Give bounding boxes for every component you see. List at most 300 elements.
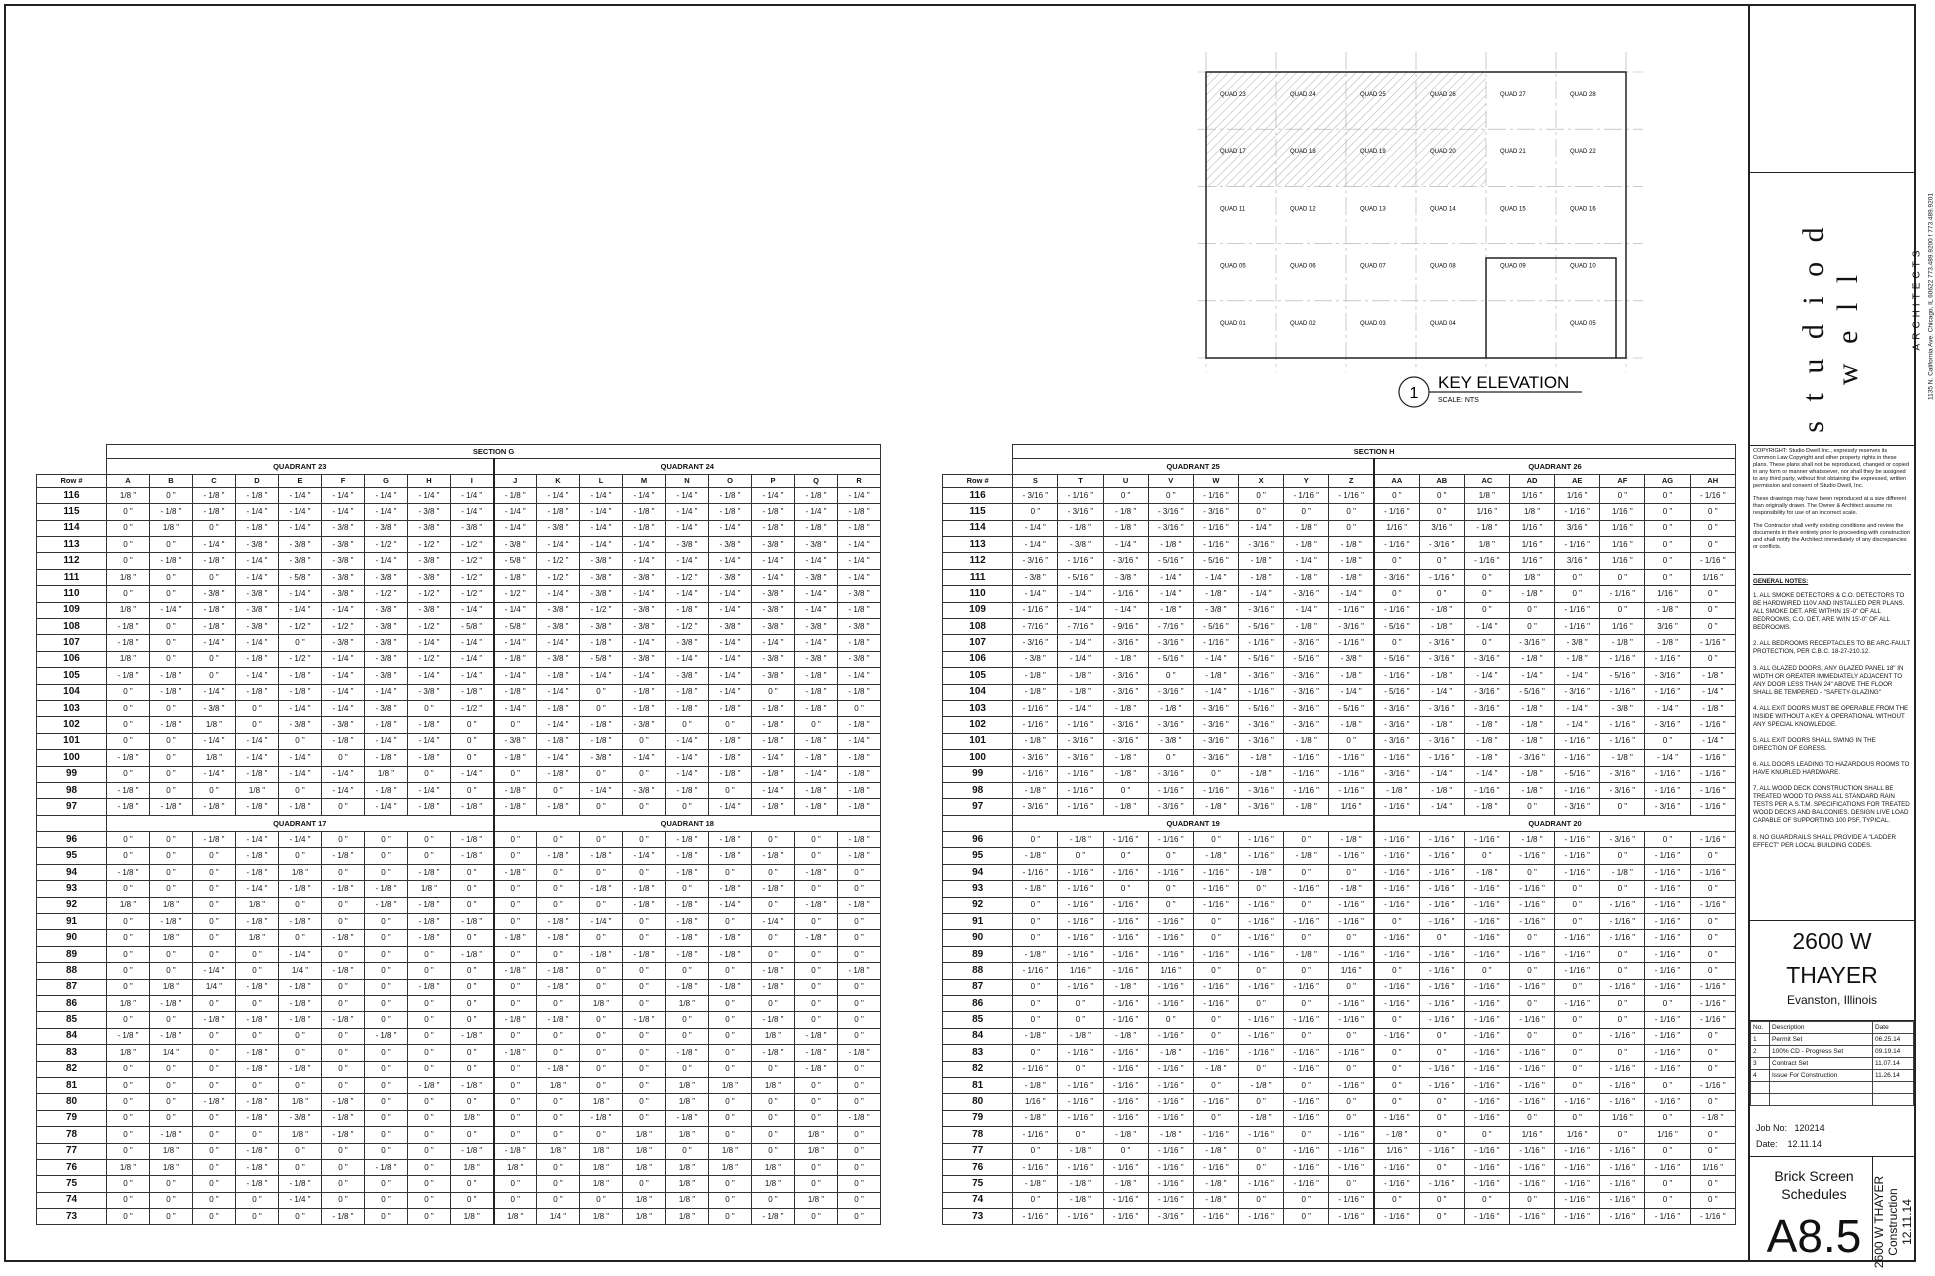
offset-cell: - 3/16 "	[1148, 766, 1193, 782]
offset-cell: 0 "	[623, 1028, 666, 1044]
offset-cell: - 1/16 "	[1058, 1159, 1103, 1175]
offset-cell: - 1/8 "	[494, 963, 537, 979]
offset-cell: - 1/16 "	[1148, 1159, 1193, 1175]
offset-cell: 0 "	[1013, 1045, 1058, 1061]
offset-cell: 0 "	[150, 766, 193, 782]
offset-cell: 0 "	[1419, 1094, 1464, 1110]
offset-cell: 0 "	[451, 963, 494, 979]
offset-cell: - 1/8 "	[1329, 717, 1374, 733]
offset-cell: 0 "	[451, 881, 494, 897]
offset-cell: - 1/8 "	[1013, 1110, 1058, 1126]
offset-cell: 0 "	[107, 848, 150, 864]
offset-cell: - 1/8 "	[322, 1110, 365, 1126]
offset-cell: - 3/16 "	[1193, 700, 1238, 716]
offset-cell: 0 "	[107, 946, 150, 962]
offset-cell: - 3/16 "	[1193, 504, 1238, 520]
table-row	[943, 930, 1736, 946]
offset-cell: - 1/16 "	[1013, 602, 1058, 618]
row-number: 75	[943, 1176, 1013, 1192]
column-header: Y	[1284, 474, 1329, 487]
offset-cell: 0 "	[838, 1159, 881, 1175]
offset-cell: - 3/8 "	[408, 504, 451, 520]
revision-row	[1751, 1094, 1914, 1106]
offset-cell: - 1/4 "	[279, 832, 322, 848]
offset-cell: 0 "	[623, 799, 666, 815]
offset-cell: - 1/8 "	[666, 1110, 709, 1126]
offset-cell: - 1/16 "	[1645, 897, 1690, 913]
offset-cell: 0 "	[1374, 1192, 1419, 1208]
offset-cell: 0 "	[1148, 668, 1193, 684]
offset-cell: - 1/4 "	[666, 766, 709, 782]
offset-cell: - 3/8 "	[365, 668, 408, 684]
offset-cell: - 1/8 "	[838, 832, 881, 848]
offset-cell: 0 "	[709, 1028, 752, 1044]
offset-cell: - 1/8 "	[752, 504, 795, 520]
offset-cell: - 1/8 "	[1464, 864, 1509, 880]
table-row	[943, 914, 1736, 930]
offset-cell: - 1/16 "	[1374, 668, 1419, 684]
issue-date: 12.11.14	[1787, 1139, 1822, 1149]
project-line-1: 2600 W	[1792, 928, 1872, 954]
offset-cell: - 1/16 "	[1193, 635, 1238, 651]
offset-cell: - 1/8 "	[451, 1143, 494, 1159]
offset-cell: - 1/16 "	[1103, 1077, 1148, 1093]
offset-cell: - 1/8 "	[1284, 733, 1329, 749]
offset-cell: 0 "	[1555, 897, 1600, 913]
offset-cell: 1/8 "	[408, 881, 451, 897]
offset-cell: - 1/8 "	[408, 717, 451, 733]
offset-cell: - 1/4 "	[365, 684, 408, 700]
offset-cell: - 1/8 "	[752, 1012, 795, 1028]
offset-cell: - 1/16 "	[1058, 1094, 1103, 1110]
offset-cell: - 1/4 "	[279, 504, 322, 520]
offset-cell: 0 "	[1148, 1012, 1193, 1028]
offset-cell: - 1/8 "	[537, 963, 580, 979]
offset-cell: - 1/16 "	[1464, 1012, 1509, 1028]
offset-cell: 0 "	[1329, 733, 1374, 749]
sheet-title	[1754, 1167, 1874, 1203]
offset-cell: 0 "	[1645, 504, 1690, 520]
offset-cell: - 1/16 "	[1193, 1159, 1238, 1175]
offset-cell: 1/16 "	[1645, 586, 1690, 602]
offset-cell: - 1/8 "	[494, 569, 537, 585]
offset-cell: - 1/16 "	[1193, 487, 1238, 503]
offset-cell: - 3/8 "	[537, 619, 580, 635]
offset-cell: - 1/16 "	[1555, 602, 1600, 618]
revision-cell: 11.26.14	[1873, 1070, 1914, 1082]
offset-cell: 0 "	[1690, 602, 1735, 618]
offset-cell: - 1/2 "	[279, 651, 322, 667]
offset-cell: - 5/16 "	[1058, 569, 1103, 585]
offset-cell: 0 "	[193, 897, 236, 913]
offset-cell: - 3/16 "	[1148, 1209, 1193, 1225]
offset-cell: 0 "	[1374, 586, 1419, 602]
offset-cell: - 1/8 "	[1690, 700, 1735, 716]
offset-cell: 0 "	[322, 1028, 365, 1044]
offset-cell: - 1/16 "	[1148, 1143, 1193, 1159]
offset-cell: - 3/8 "	[365, 651, 408, 667]
offset-cell: 0 "	[1013, 1192, 1058, 1208]
offset-cell: - 1/8 "	[236, 1176, 279, 1192]
offset-cell: - 5/8 "	[494, 619, 537, 635]
offset-cell: 0 "	[279, 1077, 322, 1093]
row-number: 115	[37, 504, 107, 520]
table-row	[37, 684, 881, 700]
offset-cell: 0 "	[408, 946, 451, 962]
offset-cell: 1/4 "	[150, 1045, 193, 1061]
offset-cell: 1/8 "	[150, 897, 193, 913]
row-number: 74	[37, 1192, 107, 1208]
offset-cell: 0 "	[107, 1012, 150, 1028]
table-row	[943, 1012, 1736, 1028]
offset-cell: 0 "	[107, 1110, 150, 1126]
offset-cell: - 1/4 "	[451, 602, 494, 618]
offset-cell: - 1/8 "	[1419, 782, 1464, 798]
offset-cell: - 1/8 "	[795, 1028, 838, 1044]
offset-cell: 1/8 "	[537, 1077, 580, 1093]
offset-cell: 0 "	[279, 782, 322, 798]
offset-cell: 0 "	[537, 1127, 580, 1143]
offset-cell: 0 "	[623, 930, 666, 946]
offset-cell: - 3/16 "	[1374, 733, 1419, 749]
offset-cell: - 1/8 "	[623, 881, 666, 897]
offset-cell: 0 "	[1555, 569, 1600, 585]
offset-cell: - 1/4 "	[365, 799, 408, 815]
table-row	[943, 619, 1736, 635]
offset-cell: 0 "	[1374, 635, 1419, 651]
column-header: W	[1193, 474, 1238, 487]
offset-cell: 0 "	[279, 1045, 322, 1061]
offset-cell: 0 "	[365, 914, 408, 930]
offset-cell: - 1/16 "	[1374, 996, 1419, 1012]
offset-cell: 0 "	[365, 946, 408, 962]
offset-cell: 0 "	[193, 1209, 236, 1225]
offset-cell: - 1/8 "	[537, 930, 580, 946]
offset-cell: - 1/8 "	[1193, 1143, 1238, 1159]
offset-cell: 0 "	[1600, 569, 1645, 585]
offset-cell: - 1/16 "	[1058, 1045, 1103, 1061]
offset-cell: - 3/16 "	[1329, 619, 1374, 635]
offset-cell: 0 "	[279, 848, 322, 864]
offset-cell: - 1/8 "	[795, 487, 838, 503]
offset-cell: - 3/8 "	[365, 569, 408, 585]
offset-cell: - 1/4 "	[1103, 537, 1148, 553]
offset-cell: 0 "	[322, 832, 365, 848]
offset-cell: - 3/8 "	[451, 520, 494, 536]
offset-cell: 0 "	[279, 1028, 322, 1044]
offset-cell: - 5/16 "	[1148, 651, 1193, 667]
row-number: 73	[37, 1209, 107, 1225]
offset-cell: - 1/16 "	[1645, 766, 1690, 782]
offset-cell: - 3/16 "	[1193, 717, 1238, 733]
offset-cell: - 3/16 "	[1555, 799, 1600, 815]
offset-cell: - 1/16 "	[1284, 1094, 1329, 1110]
offset-cell: - 1/8 "	[494, 782, 537, 798]
offset-cell: - 1/16 "	[1284, 979, 1329, 995]
offset-cell: - 1/16 "	[1058, 979, 1103, 995]
offset-cell: 1/8 "	[666, 1209, 709, 1225]
offset-cell: 1/8 "	[709, 1159, 752, 1175]
offset-cell: 0 "	[1645, 996, 1690, 1012]
offset-cell: 0 "	[1555, 1110, 1600, 1126]
offset-cell: 0 "	[1690, 914, 1735, 930]
offset-cell: 0 "	[1058, 1012, 1103, 1028]
quadrant-label: QUAD 02	[1290, 320, 1316, 327]
offset-cell: - 3/16 "	[1058, 750, 1103, 766]
section-header: SECTION G	[107, 445, 881, 459]
table-row	[943, 684, 1736, 700]
offset-cell: - 1/8 "	[666, 864, 709, 880]
offset-cell: 0 "	[537, 996, 580, 1012]
offset-cell: 0 "	[1239, 1192, 1284, 1208]
offset-cell: - 1/8 "	[1013, 782, 1058, 798]
offset-cell: 0 "	[193, 782, 236, 798]
key-elevation	[1198, 52, 1648, 422]
offset-cell: 0 "	[1464, 1192, 1509, 1208]
offset-cell: 1/16 "	[1600, 619, 1645, 635]
offset-cell: - 1/8 "	[236, 1143, 279, 1159]
offset-cell: - 1/4 "	[709, 668, 752, 684]
offset-cell: - 1/4 "	[666, 553, 709, 569]
row-number: 109	[943, 602, 1013, 618]
column-header: I	[451, 474, 494, 487]
offset-cell: 0 "	[1013, 1143, 1058, 1159]
offset-cell: - 3/16 "	[1013, 635, 1058, 651]
table-row	[37, 782, 881, 798]
row-number: 81	[37, 1077, 107, 1093]
offset-cell: 0 "	[1013, 1012, 1058, 1028]
offset-cell: 1/8 "	[666, 1176, 709, 1192]
offset-cell: 0 "	[537, 1110, 580, 1126]
offset-cell: 0 "	[150, 1176, 193, 1192]
offset-cell: - 1/8 "	[365, 717, 408, 733]
sheet-title-line-2: Schedules	[1781, 1186, 1847, 1202]
offset-cell: 0 "	[150, 1012, 193, 1028]
offset-cell: - 1/8 "	[1600, 750, 1645, 766]
offset-cell: - 1/8 "	[623, 504, 666, 520]
offset-cell: - 5/16 "	[1193, 619, 1238, 635]
offset-cell: - 1/16 "	[1193, 537, 1238, 553]
offset-cell: - 1/8 "	[1284, 569, 1329, 585]
offset-cell: - 1/8 "	[752, 799, 795, 815]
quadrant-label: QUAD 18	[1290, 149, 1316, 156]
offset-cell: 0 "	[580, 1192, 623, 1208]
note-5: 5. ALL EXIT DOORS SHALL SWING IN THE DIRECTION OF EGRESS.	[1753, 736, 1876, 752]
vertical-issue: Construction 12.11.14	[1886, 1188, 1914, 1256]
offset-cell: - 1/8 "	[1239, 1077, 1284, 1093]
offset-cell: 0 "	[580, 1077, 623, 1093]
offset-cell: - 7/16 "	[1013, 619, 1058, 635]
offset-cell: 0 "	[752, 832, 795, 848]
offset-cell: - 1/2 "	[408, 586, 451, 602]
offset-cell: - 1/16 "	[1374, 930, 1419, 946]
offset-cell: - 1/4 "	[365, 553, 408, 569]
offset-cell: - 1/16 "	[1329, 750, 1374, 766]
offset-cell: - 1/4 "	[1193, 684, 1238, 700]
table-row	[37, 996, 881, 1012]
offset-cell: 0 "	[1690, 1143, 1735, 1159]
offset-cell: 1/8 "	[107, 569, 150, 585]
offset-cell: - 1/8 "	[580, 635, 623, 651]
offset-cell: - 1/4 "	[709, 684, 752, 700]
offset-cell: 1/16 "	[1013, 1094, 1058, 1110]
offset-cell: 0 "	[838, 1028, 881, 1044]
quadrant-label: QUAD 13	[1360, 206, 1386, 213]
offset-cell: 0 "	[666, 1028, 709, 1044]
offset-cell: - 1/16 "	[1193, 520, 1238, 536]
offset-cell: - 1/4 "	[580, 504, 623, 520]
offset-cell: - 1/16 "	[1464, 914, 1509, 930]
offset-cell: - 5/16 "	[1509, 684, 1554, 700]
offset-cell: - 1/4 "	[322, 782, 365, 798]
offset-cell: - 3/16 "	[1148, 635, 1193, 651]
quadrant-label: QUAD 17	[1220, 149, 1246, 156]
offset-cell: - 1/8 "	[580, 848, 623, 864]
title-block	[1748, 6, 1935, 1269]
offset-cell: 0 "	[623, 1077, 666, 1093]
offset-cell: - 1/2 "	[365, 586, 408, 602]
offset-cell: 0 "	[1690, 963, 1735, 979]
table-row	[943, 487, 1736, 503]
offset-cell: 0 "	[752, 930, 795, 946]
offset-cell: 0 "	[795, 963, 838, 979]
offset-cell: - 1/4 "	[580, 487, 623, 503]
offset-cell: - 1/8 "	[279, 1012, 322, 1028]
table-row	[943, 832, 1736, 848]
offset-cell: - 1/8 "	[150, 504, 193, 520]
table-row	[943, 1159, 1736, 1175]
quadrant-label: QUAD 27	[1500, 92, 1526, 98]
offset-cell: 0 "	[795, 717, 838, 733]
offset-cell: 0 "	[107, 979, 150, 995]
table-row	[37, 520, 881, 536]
offset-cell: 1/16 "	[1509, 1127, 1554, 1143]
offset-cell: - 1/8 "	[236, 684, 279, 700]
offset-cell: - 1/16 "	[1013, 1127, 1058, 1143]
row-number-header: Row #	[37, 474, 107, 487]
offset-cell: - 1/16 "	[1103, 1045, 1148, 1061]
offset-cell: - 1/16 "	[1464, 881, 1509, 897]
offset-cell: 0 "	[1645, 487, 1690, 503]
offset-cell: - 1/8 "	[494, 930, 537, 946]
offset-cell: - 5/16 "	[1239, 619, 1284, 635]
offset-cell: - 1/8 "	[1193, 1192, 1238, 1208]
offset-cell: - 1/4 "	[494, 700, 537, 716]
offset-cell: 0 "	[580, 1127, 623, 1143]
offset-cell: - 1/8 "	[838, 848, 881, 864]
offset-cell: 0 "	[623, 963, 666, 979]
row-number: 113	[37, 537, 107, 553]
offset-cell: - 3/16 "	[1419, 651, 1464, 667]
offset-cell: - 1/16 "	[1239, 914, 1284, 930]
offset-cell: 0 "	[1555, 1028, 1600, 1044]
offset-cell: - 1/4 "	[537, 586, 580, 602]
offset-cell: 0 "	[1284, 504, 1329, 520]
offset-cell: 0 "	[709, 717, 752, 733]
offset-cell: - 3/16 "	[1058, 733, 1103, 749]
offset-cell: - 3/16 "	[1645, 717, 1690, 733]
offset-cell: - 1/4 "	[580, 537, 623, 553]
row-number: 77	[37, 1143, 107, 1159]
key-elevation-drawing	[1198, 52, 1648, 422]
offset-cell: 3/16 "	[1555, 553, 1600, 569]
offset-cell: - 1/16 "	[1284, 881, 1329, 897]
offset-cell: - 1/16 "	[1148, 1094, 1193, 1110]
offset-cell: 0 "	[623, 914, 666, 930]
offset-cell: - 1/16 "	[1464, 832, 1509, 848]
key-elevation-scale: SCALE: NTS	[1438, 397, 1479, 404]
offset-cell: - 1/4 "	[193, 733, 236, 749]
column-header: Q	[795, 474, 838, 487]
offset-cell: 1/8 "	[580, 1209, 623, 1225]
offset-cell: 0 "	[1690, 1176, 1735, 1192]
offset-cell: 0 "	[838, 914, 881, 930]
offset-cell: 0 "	[709, 1061, 752, 1077]
offset-cell: - 1/16 "	[1374, 1176, 1419, 1192]
offset-cell: 1/16 "	[1509, 537, 1554, 553]
offset-cell: - 1/4 "	[1013, 520, 1058, 536]
offset-cell: - 1/8 "	[279, 1061, 322, 1077]
offset-cell: - 1/8 "	[193, 602, 236, 618]
offset-cell: 0 "	[494, 914, 537, 930]
section-header: SECTION H	[1013, 445, 1736, 459]
offset-cell: - 1/4 "	[1103, 602, 1148, 618]
offset-cell: - 1/4 "	[279, 586, 322, 602]
offset-cell: - 1/8 "	[795, 700, 838, 716]
note-6: 6. ALL DOORS LEADING TO HAZARDOUS ROOMS TO HAVE KNURLED HARDWARE.	[1753, 761, 1910, 777]
offset-cell: - 1/16 "	[1374, 1209, 1419, 1225]
offset-cell: - 1/8 "	[408, 930, 451, 946]
offset-cell: 0 "	[580, 832, 623, 848]
offset-cell: - 1/8 "	[666, 914, 709, 930]
offset-cell: - 1/8 "	[795, 520, 838, 536]
offset-cell: 0 "	[1645, 1110, 1690, 1126]
offset-cell: 0 "	[451, 930, 494, 946]
offset-cell: - 1/16 "	[1329, 782, 1374, 798]
offset-cell: - 1/16 "	[1374, 799, 1419, 815]
offset-cell: 0 "	[795, 979, 838, 995]
offset-cell: - 1/16 "	[1193, 881, 1238, 897]
offset-cell: - 1/4 "	[1013, 537, 1058, 553]
offset-cell: 0 "	[365, 1127, 408, 1143]
offset-cell: 0 "	[1284, 864, 1329, 880]
offset-cell: - 1/4 "	[236, 832, 279, 848]
offset-cell: - 3/8 "	[537, 602, 580, 618]
offset-cell: - 1/16 "	[1690, 979, 1735, 995]
offset-cell: - 3/8 "	[322, 537, 365, 553]
offset-cell: - 1/4 "	[150, 602, 193, 618]
offset-cell: - 1/16 "	[1555, 1143, 1600, 1159]
table-row	[943, 635, 1736, 651]
offset-cell: 0 "	[107, 717, 150, 733]
offset-cell: - 1/8 "	[666, 782, 709, 798]
offset-cell: - 1/4 "	[236, 504, 279, 520]
offset-cell: 0 "	[322, 1192, 365, 1208]
offset-cell: - 1/8 "	[838, 750, 881, 766]
offset-cell: - 1/16 "	[1374, 848, 1419, 864]
offset-cell: 0 "	[1690, 537, 1735, 553]
offset-cell: - 1/16 "	[1193, 1045, 1238, 1061]
offset-cell: - 1/8 "	[580, 1110, 623, 1126]
offset-cell: 0 "	[150, 733, 193, 749]
table-row	[943, 569, 1736, 585]
offset-cell: 0 "	[1239, 1061, 1284, 1077]
offset-cell: 0 "	[709, 963, 752, 979]
offset-cell: 0 "	[537, 1176, 580, 1192]
offset-cell: - 3/16 "	[1284, 700, 1329, 716]
row-number: 116	[37, 487, 107, 503]
offset-cell: - 3/16 "	[1148, 520, 1193, 536]
